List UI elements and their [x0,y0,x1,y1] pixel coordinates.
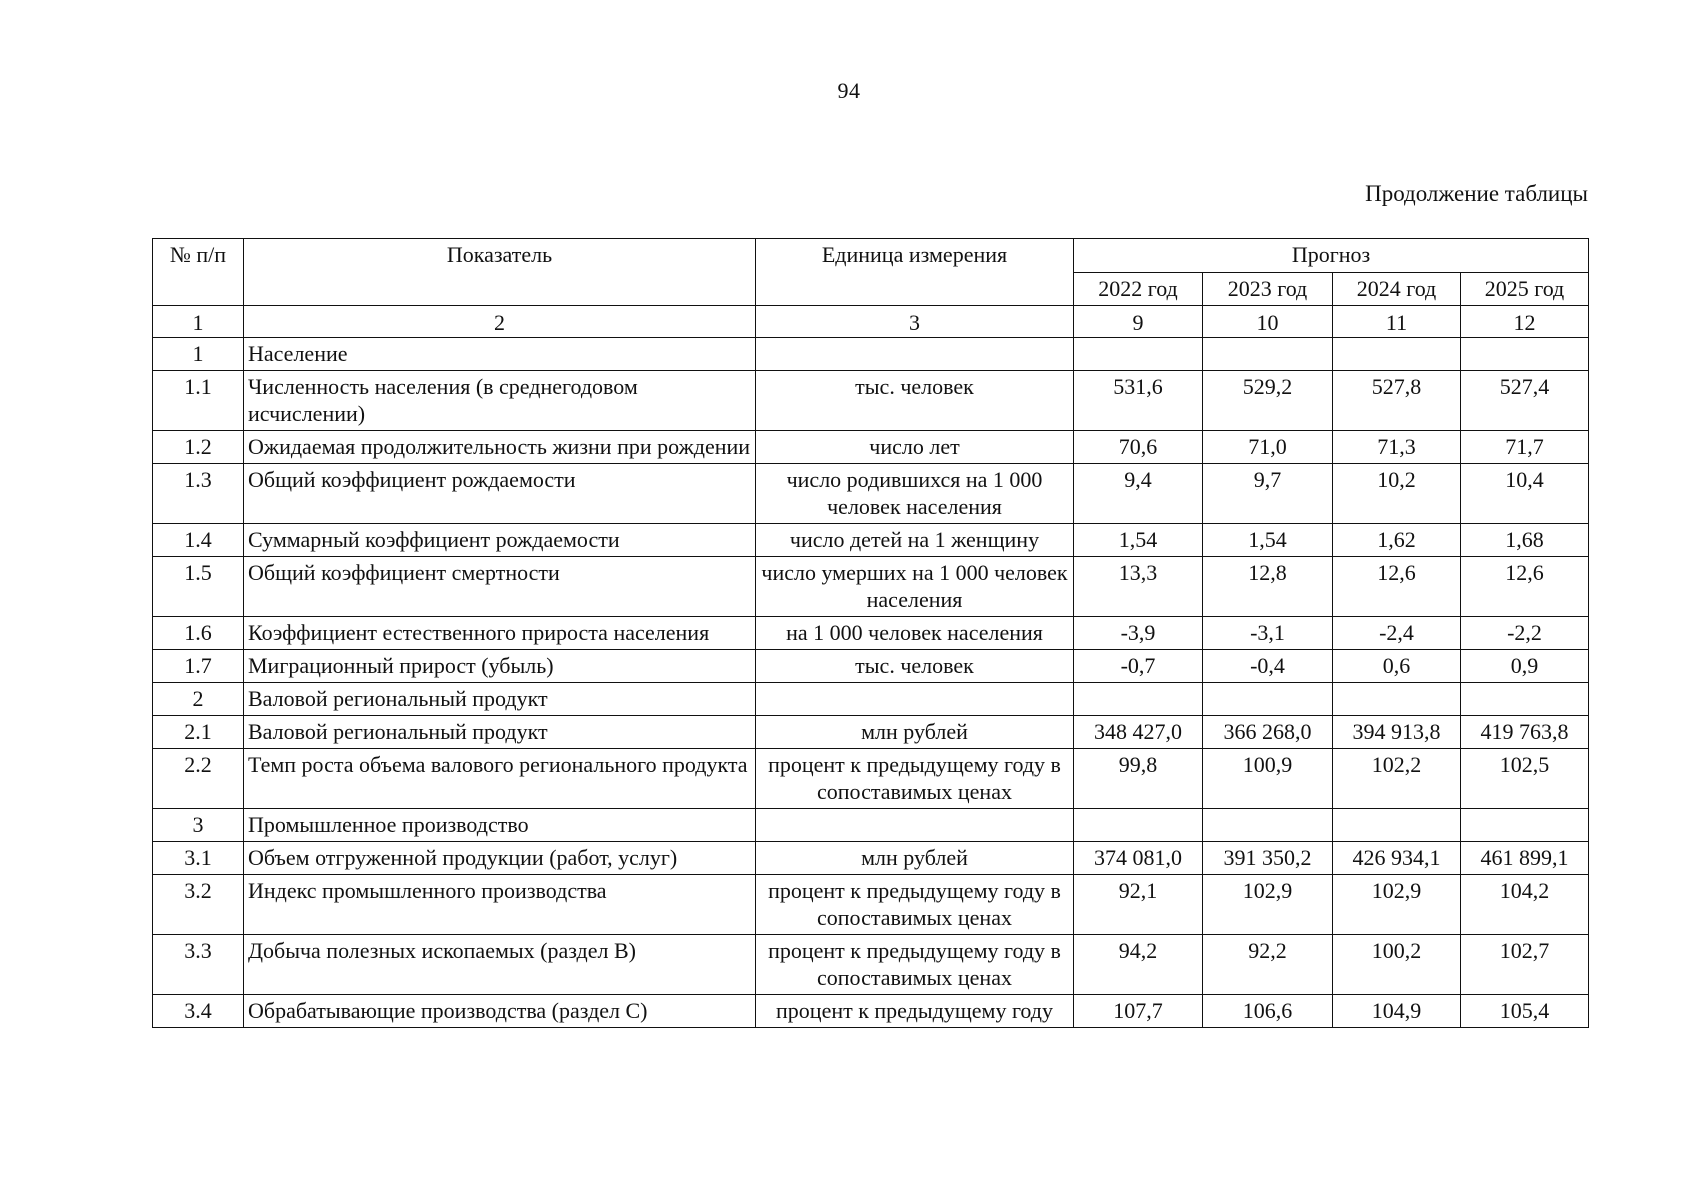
forecast-value: 102,5 [1461,749,1589,809]
forecast-value: 102,2 [1333,749,1461,809]
forecast-value: 10,4 [1461,464,1589,524]
header-num: № п/п [153,239,244,306]
forecast-value: 92,2 [1203,935,1333,995]
forecast-value [1203,809,1333,842]
forecast-value: -3,1 [1203,617,1333,650]
header-forecast: Прогноз [1074,239,1589,273]
indicator-name: Индекс промышленного производства [244,875,756,935]
forecast-value: -3,9 [1074,617,1203,650]
unit-of-measure: млн рублей [756,842,1074,875]
forecast-value: 527,8 [1333,371,1461,431]
indicator-name: Ожидаемая продолжительность жизни при рождении [244,431,756,464]
forecast-value: 527,4 [1461,371,1589,431]
indicator-name: Темп роста объема валового регионального продукта [244,749,756,809]
row-number: 2.2 [153,749,244,809]
forecast-value: 366 268,0 [1203,716,1333,749]
forecast-value: 9,4 [1074,464,1203,524]
forecast-value [1333,809,1461,842]
row-number: 1.5 [153,557,244,617]
table-row [153,464,1589,524]
unit-of-measure [756,809,1074,842]
indicator-name: Валовой региональный продукт [244,683,756,716]
forecast-value: 1,62 [1333,524,1461,557]
forecast-value: 348 427,0 [1074,716,1203,749]
unit-of-measure [756,338,1074,371]
column-numbers-row [153,306,1589,338]
table-row [153,617,1589,650]
forecast-value: 105,4 [1461,995,1589,1028]
row-number: 1.2 [153,431,244,464]
page-number: 94 [837,78,861,103]
forecast-value: 12,6 [1461,557,1589,617]
unit-of-measure: на 1 000 человек населения [756,617,1074,650]
forecast-value: 10,2 [1333,464,1461,524]
table-row [153,557,1589,617]
unit-of-measure: процент к предыдущему году в сопоставимых ценах [756,935,1074,995]
header-year-2025: 2025 год [1461,273,1589,306]
column-number: 12 [1461,306,1589,338]
column-number: 3 [756,306,1074,338]
header-indicator: Показатель [244,239,756,306]
forecast-value: 374 081,0 [1074,842,1203,875]
unit-of-measure: процент к предыдущему году в сопоставимых ценах [756,875,1074,935]
table-row [153,842,1589,875]
forecast-value: 71,0 [1203,431,1333,464]
forecast-value: 71,7 [1461,431,1589,464]
forecast-value: 1,54 [1203,524,1333,557]
forecast-value: 1,68 [1461,524,1589,557]
indicator-name: Коэффициент естественного прироста населения [244,617,756,650]
forecast-value: 1,54 [1074,524,1203,557]
continuation-label: Продолжение таблицы [1365,181,1588,206]
forecast-value: 12,6 [1333,557,1461,617]
forecast-value [1074,683,1203,716]
indicator-name: Обрабатывающие производства (раздел C) [244,995,756,1028]
header-year-2023: 2023 год [1203,273,1333,306]
row-number: 1.4 [153,524,244,557]
forecast-value: 531,6 [1074,371,1203,431]
row-number: 1.7 [153,650,244,683]
indicator-name: Суммарный коэффициент рождаемости [244,524,756,557]
table-row [153,650,1589,683]
forecast-value: 102,9 [1333,875,1461,935]
unit-of-measure: процент к предыдущему году в сопоставимых ценах [756,749,1074,809]
forecast-value: 391 350,2 [1203,842,1333,875]
forecast-value [1333,683,1461,716]
table-row [153,371,1589,431]
forecast-value: 0,6 [1333,650,1461,683]
unit-of-measure: число лет [756,431,1074,464]
table-row [153,338,1589,371]
unit-of-measure: процент к предыдущему году [756,995,1074,1028]
column-number: 11 [1333,306,1461,338]
forecast-value: -2,2 [1461,617,1589,650]
indicator-name: Миграционный прирост (убыль) [244,650,756,683]
forecast-value: 99,8 [1074,749,1203,809]
table-row [153,935,1589,995]
forecast-value: 419 763,8 [1461,716,1589,749]
table-row [153,431,1589,464]
forecast-value: 102,7 [1461,935,1589,995]
column-number: 2 [244,306,756,338]
forecast-value: -0,4 [1203,650,1333,683]
forecast-value: 104,9 [1333,995,1461,1028]
indicator-name: Общий коэффициент смертности [244,557,756,617]
forecast-value: 104,2 [1461,875,1589,935]
forecast-value: 12,8 [1203,557,1333,617]
row-number: 1.3 [153,464,244,524]
forecast-value [1461,683,1589,716]
forecast-value: 426 934,1 [1333,842,1461,875]
forecast-value: 92,1 [1074,875,1203,935]
column-number: 10 [1203,306,1333,338]
column-number: 1 [153,306,244,338]
header-year-2024: 2024 год [1333,273,1461,306]
row-number: 2.1 [153,716,244,749]
row-number: 3.2 [153,875,244,935]
forecast-value: -2,4 [1333,617,1461,650]
forecast-value: 461 899,1 [1461,842,1589,875]
forecast-value [1203,683,1333,716]
row-number: 3.3 [153,935,244,995]
forecast-value: -0,7 [1074,650,1203,683]
unit-of-measure: число детей на 1 женщину [756,524,1074,557]
forecast-value: 100,2 [1333,935,1461,995]
row-number: 3.1 [153,842,244,875]
row-number: 1 [153,338,244,371]
header-year-2022: 2022 год [1074,273,1203,306]
row-number: 3 [153,809,244,842]
table-row [153,995,1589,1028]
forecast-value: 106,6 [1203,995,1333,1028]
table-row [153,716,1589,749]
indicator-name: Валовой региональный продукт [244,716,756,749]
indicator-name: Общий коэффициент рождаемости [244,464,756,524]
forecast-value: 102,9 [1203,875,1333,935]
forecast-value: 529,2 [1203,371,1333,431]
forecast-value: 394 913,8 [1333,716,1461,749]
forecast-value [1074,809,1203,842]
row-number: 2 [153,683,244,716]
table-row [153,875,1589,935]
forecast-value: 70,6 [1074,431,1203,464]
forecast-value: 100,9 [1203,749,1333,809]
unit-of-measure: тыс. человек [756,650,1074,683]
forecast-value [1333,338,1461,371]
unit-of-measure [756,683,1074,716]
table-row [153,683,1589,716]
unit-of-measure: тыс. человек [756,371,1074,431]
forecast-value: 71,3 [1333,431,1461,464]
forecast-value: 9,7 [1203,464,1333,524]
forecast-table [152,238,1589,1028]
forecast-value [1074,338,1203,371]
forecast-value: 0,9 [1461,650,1589,683]
forecast-value: 13,3 [1074,557,1203,617]
indicator-name: Промышленное производство [244,809,756,842]
header-unit: Единица измерения [756,239,1074,306]
indicator-name: Население [244,338,756,371]
unit-of-measure: число умерших на 1 000 человек населения [756,557,1074,617]
indicator-name: Добыча полезных ископаемых (раздел B) [244,935,756,995]
forecast-value [1461,338,1589,371]
row-number: 1.6 [153,617,244,650]
table-row [153,524,1589,557]
row-number: 1.1 [153,371,244,431]
forecast-value [1461,809,1589,842]
unit-of-measure: число родившихся на 1 000 человек населения [756,464,1074,524]
table-row [153,749,1589,809]
row-number: 3.4 [153,995,244,1028]
column-number: 9 [1074,306,1203,338]
forecast-value [1203,338,1333,371]
indicator-name: Численность населения (в среднегодовом исчислении) [244,371,756,431]
table-row [153,809,1589,842]
forecast-value: 94,2 [1074,935,1203,995]
forecast-value: 107,7 [1074,995,1203,1028]
unit-of-measure: млн рублей [756,716,1074,749]
indicator-name: Объем отгруженной продукции (работ, услуг) [244,842,756,875]
